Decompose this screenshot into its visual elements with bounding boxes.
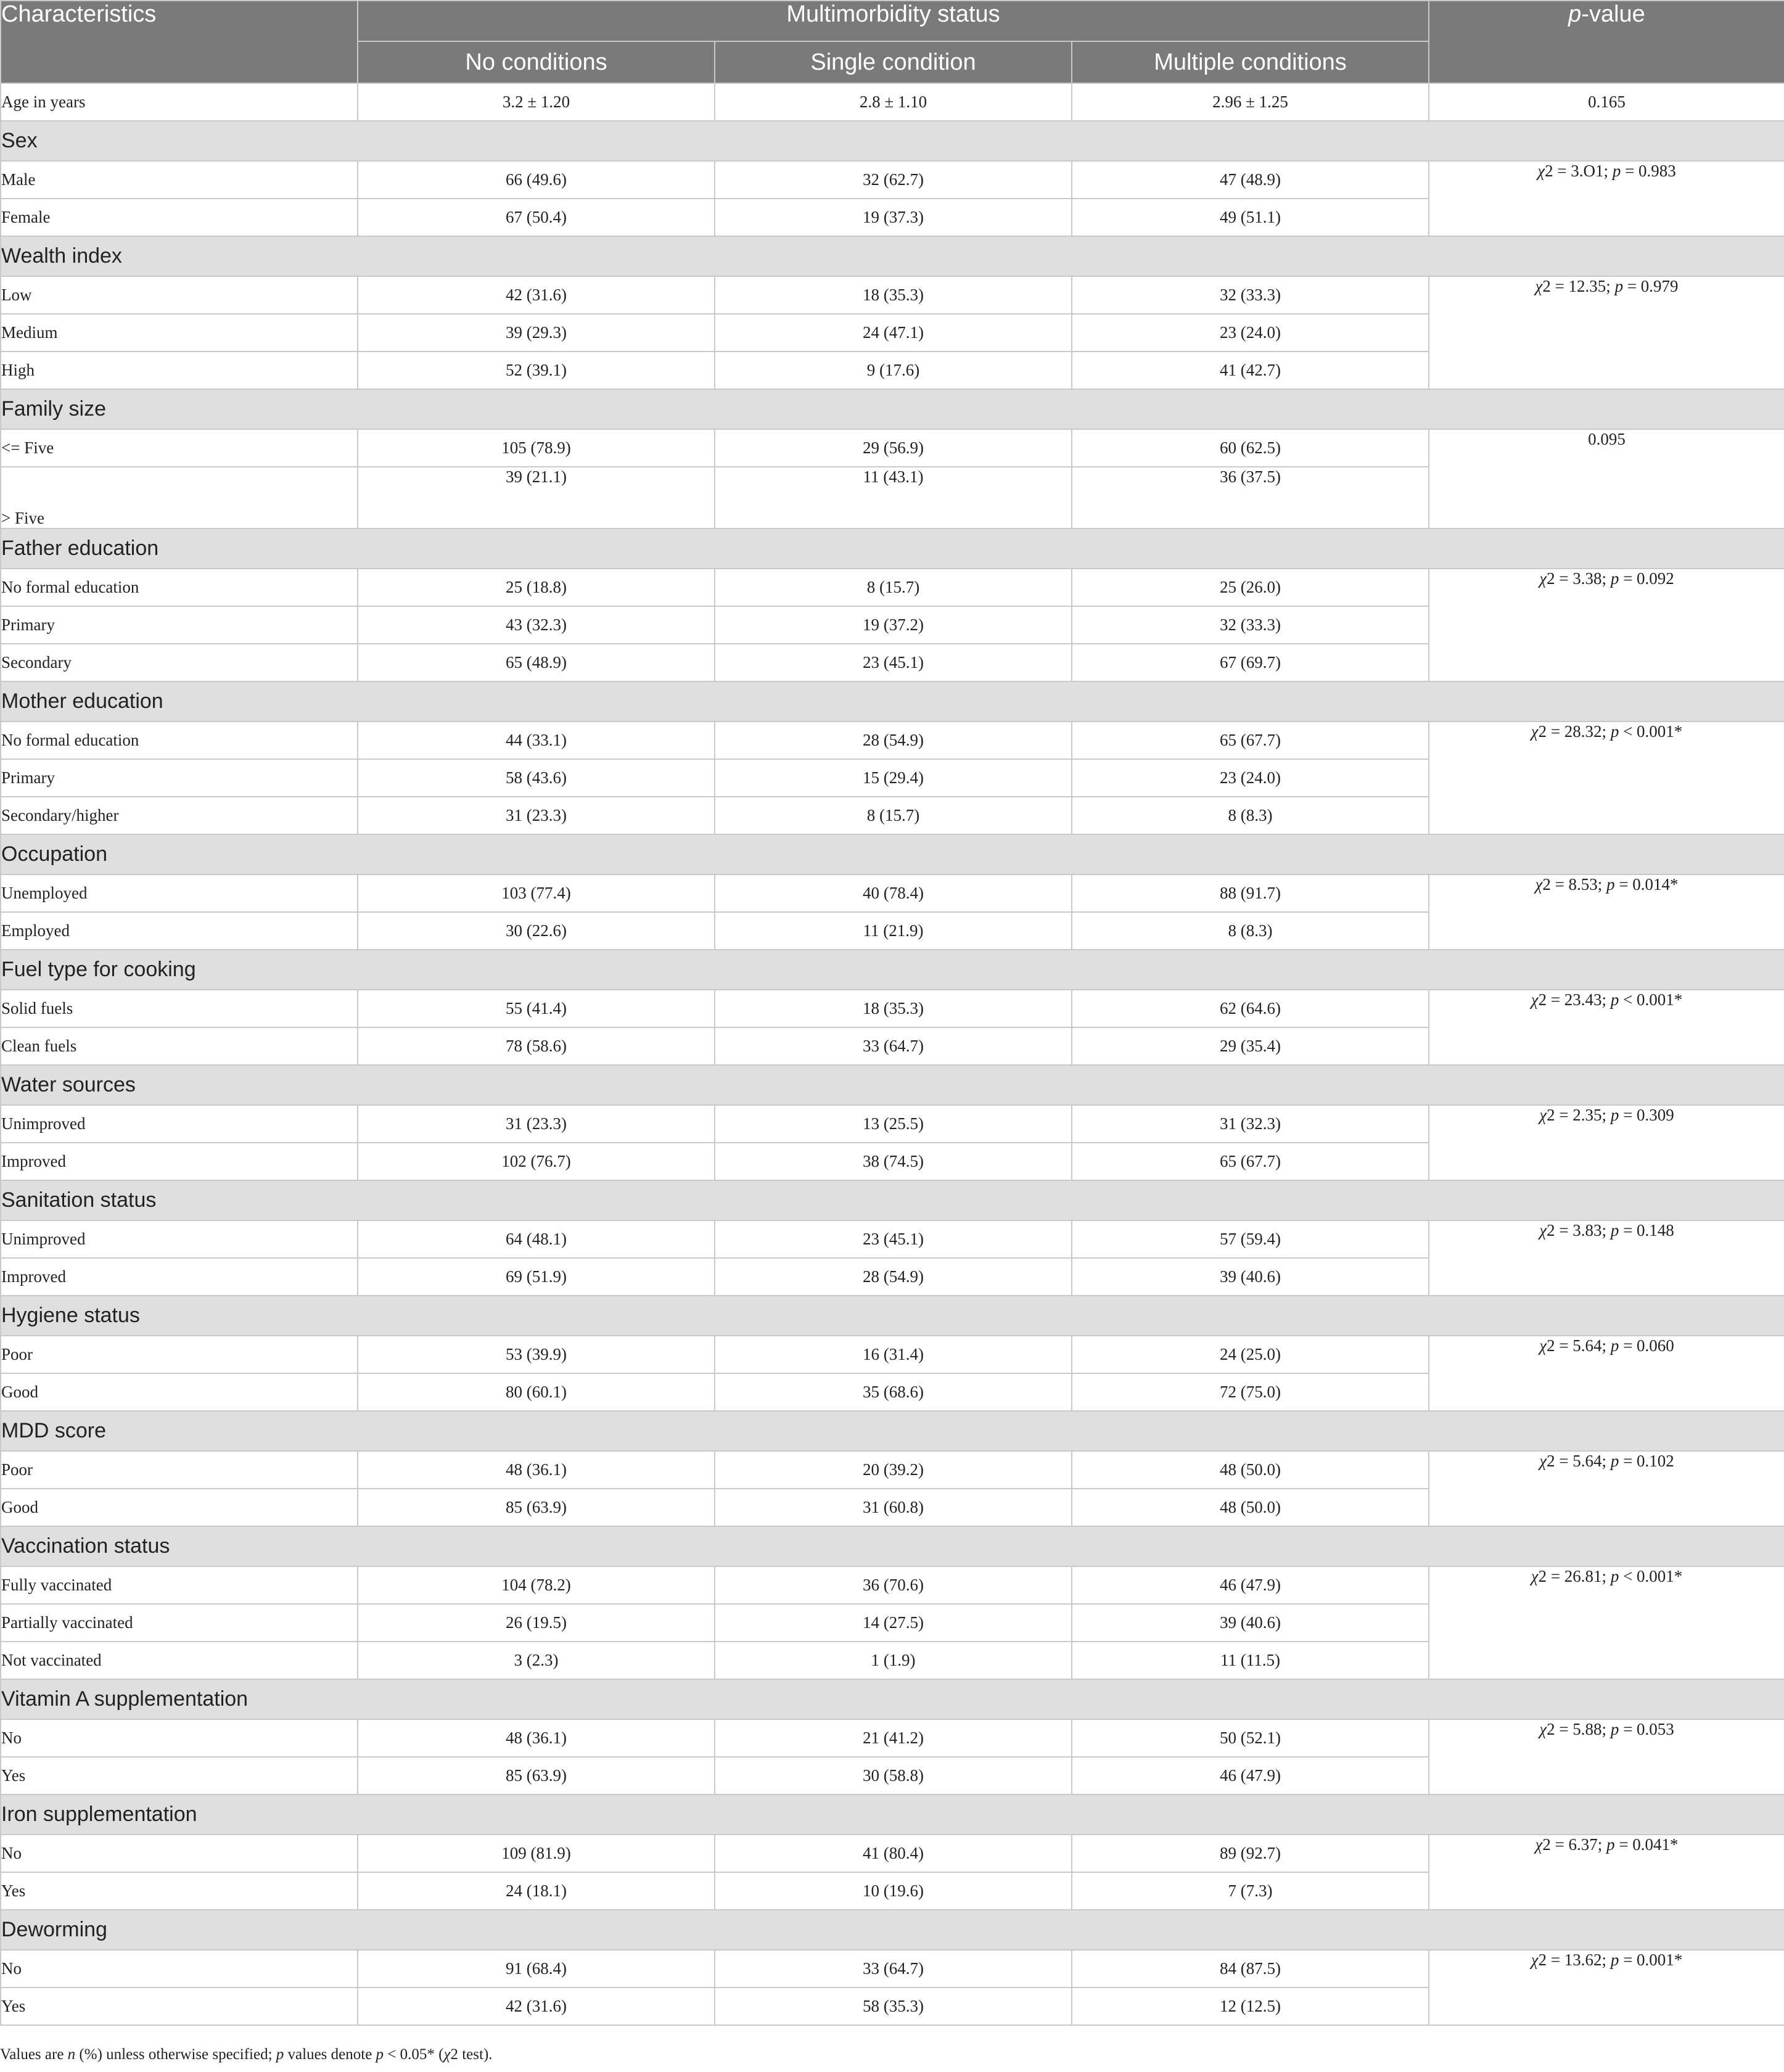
cell-single-condition: 18 (35.3) xyxy=(715,990,1072,1027)
row-label: Not vaccinated xyxy=(1,1642,358,1679)
cell-multiple-conditions: 88 (91.7) xyxy=(1072,874,1429,912)
row-label: Solid fuels xyxy=(1,990,358,1027)
row-label: Improved xyxy=(1,1143,358,1180)
cell-single-condition: 21 (41.2) xyxy=(715,1719,1072,1757)
cell-single-condition: 15 (29.4) xyxy=(715,759,1072,797)
cell-single-condition: 11 (21.9) xyxy=(715,912,1072,950)
row-label: No xyxy=(1,1719,358,1757)
cell-no-conditions: 69 (51.9) xyxy=(358,1258,715,1296)
cell-single-condition: 24 (47.1) xyxy=(715,314,1072,352)
section-title: Occupation xyxy=(1,834,1784,874)
cell-p-value: χ2 = 26.81; p < 0.001* xyxy=(1429,1566,1784,1679)
table-row xyxy=(1,1719,1784,1757)
section-title: Water sources xyxy=(1,1065,1784,1105)
row-label: Primary xyxy=(1,759,358,797)
cell-no-conditions: 26 (19.5) xyxy=(358,1604,715,1642)
cell-single-condition: 11 (43.1) xyxy=(715,467,1072,528)
row-label: No xyxy=(1,1950,358,1988)
section-header xyxy=(1,681,1784,722)
cell-no-conditions: 80 (60.1) xyxy=(358,1373,715,1411)
cell-p-value: χ2 = 3.38; p = 0.092 xyxy=(1429,569,1784,681)
cell-single-condition: 20 (39.2) xyxy=(715,1451,1072,1489)
section-header xyxy=(1,1065,1784,1105)
section-header xyxy=(1,1679,1784,1719)
cell-no-conditions: 64 (48.1) xyxy=(358,1220,715,1258)
cell-single-condition: 33 (64.7) xyxy=(715,1027,1072,1065)
row-label: Primary xyxy=(1,606,358,644)
row-label: Clean fuels xyxy=(1,1027,358,1065)
cell-no-conditions: 58 (43.6) xyxy=(358,759,715,797)
section-header xyxy=(1,1411,1784,1451)
cell-no-conditions: 39 (21.1) xyxy=(358,467,715,528)
cell-p-value: χ2 = 13.62; p = 0.001* xyxy=(1429,1950,1784,2025)
cell-single-condition: 28 (54.9) xyxy=(715,1258,1072,1296)
row-label: Secondary/higher xyxy=(1,797,358,834)
cell-single-condition: 35 (68.6) xyxy=(715,1373,1072,1411)
section-title: Sex xyxy=(1,121,1784,161)
cell-single-condition: 36 (70.6) xyxy=(715,1566,1072,1604)
cell-no-conditions: 48 (36.1) xyxy=(358,1719,715,1757)
cell-p-value: 0.165 xyxy=(1429,83,1784,121)
cell-single-condition: 14 (27.5) xyxy=(715,1604,1072,1642)
cell-single-condition: 31 (60.8) xyxy=(715,1489,1072,1526)
cell-no-conditions: 102 (76.7) xyxy=(358,1143,715,1180)
cell-no-conditions: 42 (31.6) xyxy=(358,1988,715,2025)
cell-single-condition: 8 (15.7) xyxy=(715,569,1072,606)
cell-multiple-conditions: 84 (87.5) xyxy=(1072,1950,1429,1988)
header-multiple-conditions: Multiple conditions xyxy=(1072,41,1429,83)
section-title: Iron supplementation xyxy=(1,1794,1784,1835)
cell-no-conditions: 52 (39.1) xyxy=(358,352,715,389)
cell-single-condition: 38 (74.5) xyxy=(715,1143,1072,1180)
row-label: Medium xyxy=(1,314,358,352)
cell-multiple-conditions: 23 (24.0) xyxy=(1072,314,1429,352)
cell-no-conditions: 44 (33.1) xyxy=(358,722,715,759)
cell-no-conditions: 66 (49.6) xyxy=(358,161,715,199)
row-label: Poor xyxy=(1,1336,358,1373)
cell-multiple-conditions: 31 (32.3) xyxy=(1072,1105,1429,1143)
table-row xyxy=(1,429,1784,467)
table-row xyxy=(1,1835,1784,1872)
row-label: High xyxy=(1,352,358,389)
section-header xyxy=(1,389,1784,429)
row-label: <= Five xyxy=(1,429,358,467)
row-label: No xyxy=(1,1835,358,1872)
cell-no-conditions: 25 (18.8) xyxy=(358,569,715,606)
cell-single-condition: 33 (64.7) xyxy=(715,1950,1072,1988)
cell-single-condition: 58 (35.3) xyxy=(715,1988,1072,2025)
cell-multiple-conditions: 11 (11.5) xyxy=(1072,1642,1429,1679)
section-header xyxy=(1,950,1784,990)
cell-no-conditions: 105 (78.9) xyxy=(358,429,715,467)
cell-multiple-conditions: 46 (47.9) xyxy=(1072,1757,1429,1794)
row-label: Employed xyxy=(1,912,358,950)
cell-multiple-conditions: 39 (40.6) xyxy=(1072,1604,1429,1642)
row-label: No formal education xyxy=(1,722,358,759)
cell-p-value: χ2 = 3.O1; p = 0.983 xyxy=(1429,161,1784,236)
cell-no-conditions: 48 (36.1) xyxy=(358,1451,715,1489)
table-row xyxy=(1,874,1784,912)
cell-no-conditions: 31 (23.3) xyxy=(358,1105,715,1143)
cell-multiple-conditions: 8 (8.3) xyxy=(1072,912,1429,950)
cell-no-conditions: 67 (50.4) xyxy=(358,199,715,236)
table-row xyxy=(1,161,1784,199)
cell-multiple-conditions: 49 (51.1) xyxy=(1072,199,1429,236)
cell-multiple-conditions: 8 (8.3) xyxy=(1072,797,1429,834)
cell-no-conditions: 104 (78.2) xyxy=(358,1566,715,1604)
cell-no-conditions: 85 (63.9) xyxy=(358,1757,715,1794)
cell-p-value: χ2 = 2.35; p = 0.309 xyxy=(1429,1105,1784,1180)
cell-no-conditions: 3 (2.3) xyxy=(358,1642,715,1679)
row-label: No formal education xyxy=(1,569,358,606)
cell-p-value: χ2 = 3.83; p = 0.148 xyxy=(1429,1220,1784,1296)
cell-multiple-conditions: 39 (40.6) xyxy=(1072,1258,1429,1296)
cell-p-value: χ2 = 5.64; p = 0.102 xyxy=(1429,1451,1784,1526)
cell-multiple-conditions: 46 (47.9) xyxy=(1072,1566,1429,1604)
cell-single-condition: 8 (15.7) xyxy=(715,797,1072,834)
cell-multiple-conditions: 60 (62.5) xyxy=(1072,429,1429,467)
cell-no-conditions: 78 (58.6) xyxy=(358,1027,715,1065)
cell-multiple-conditions: 2.96 ± 1.25 xyxy=(1072,83,1429,121)
section-title: Family size xyxy=(1,389,1784,429)
cell-single-condition: 30 (58.8) xyxy=(715,1757,1072,1794)
cell-multiple-conditions: 72 (75.0) xyxy=(1072,1373,1429,1411)
row-label: Good xyxy=(1,1489,358,1526)
row-label: Fully vaccinated xyxy=(1,1566,358,1604)
row-label: Partially vaccinated xyxy=(1,1604,358,1642)
cell-p-value: χ2 = 23.43; p < 0.001* xyxy=(1429,990,1784,1065)
cell-multiple-conditions: 65 (67.7) xyxy=(1072,1143,1429,1180)
table-row xyxy=(1,1336,1784,1373)
cell-multiple-conditions: 41 (42.7) xyxy=(1072,352,1429,389)
cell-multiple-conditions: 57 (59.4) xyxy=(1072,1220,1429,1258)
table-row xyxy=(1,990,1784,1027)
row-label: Poor xyxy=(1,1451,358,1489)
section-header xyxy=(1,1910,1784,1950)
cell-multiple-conditions: 7 (7.3) xyxy=(1072,1872,1429,1910)
cell-multiple-conditions: 89 (92.7) xyxy=(1072,1835,1429,1872)
cell-p-value: χ2 = 12.35; p = 0.979 xyxy=(1429,276,1784,389)
section-title: Sanitation status xyxy=(1,1180,1784,1220)
cell-no-conditions: 24 (18.1) xyxy=(358,1872,715,1910)
cell-multiple-conditions: 48 (50.0) xyxy=(1072,1451,1429,1489)
cell-multiple-conditions: 65 (67.7) xyxy=(1072,722,1429,759)
cell-no-conditions: 39 (29.3) xyxy=(358,314,715,352)
cell-multiple-conditions: 36 (37.5) xyxy=(1072,467,1429,528)
section-header xyxy=(1,1180,1784,1220)
section-header xyxy=(1,1296,1784,1336)
cell-multiple-conditions: 62 (64.6) xyxy=(1072,990,1429,1027)
row-label: Age in years xyxy=(1,83,358,121)
cell-multiple-conditions: 50 (52.1) xyxy=(1072,1719,1429,1757)
cell-single-condition: 16 (31.4) xyxy=(715,1336,1072,1373)
row-label: Yes xyxy=(1,1872,358,1910)
section-title: Hygiene status xyxy=(1,1296,1784,1336)
section-header xyxy=(1,1526,1784,1566)
row-label: Male xyxy=(1,161,358,199)
table-row xyxy=(1,1950,1784,1988)
cell-no-conditions: 55 (41.4) xyxy=(358,990,715,1027)
cell-multiple-conditions: 23 (24.0) xyxy=(1072,759,1429,797)
cell-p-value: χ2 = 5.64; p = 0.060 xyxy=(1429,1336,1784,1411)
cell-p-value: 0.095 xyxy=(1429,429,1784,528)
cell-no-conditions: 43 (32.3) xyxy=(358,606,715,644)
row-label: Secondary xyxy=(1,644,358,681)
row-label: Yes xyxy=(1,1757,358,1794)
section-title: Vaccination status xyxy=(1,1526,1784,1566)
cell-p-value: χ2 = 6.37; p = 0.041* xyxy=(1429,1835,1784,1910)
table-footnote: Values are n (%) unless otherwise specified; p values denote p < 0.05* (χ2 test). xyxy=(0,2046,493,2063)
header-p-value: p-value xyxy=(1429,1,1784,83)
row-label: Unemployed xyxy=(1,874,358,912)
cell-single-condition: 28 (54.9) xyxy=(715,722,1072,759)
cell-multiple-conditions: 48 (50.0) xyxy=(1072,1489,1429,1526)
table-row xyxy=(1,1451,1784,1489)
section-title: Fuel type for cooking xyxy=(1,950,1784,990)
cell-single-condition: 41 (80.4) xyxy=(715,1835,1072,1872)
table-row xyxy=(1,83,1784,121)
cell-single-condition: 2.8 ± 1.10 xyxy=(715,83,1072,121)
cell-p-value: χ2 = 5.88; p = 0.053 xyxy=(1429,1719,1784,1794)
cell-single-condition: 32 (62.7) xyxy=(715,161,1072,199)
cell-no-conditions: 53 (39.9) xyxy=(358,1336,715,1373)
cell-multiple-conditions: 12 (12.5) xyxy=(1072,1988,1429,2025)
section-header xyxy=(1,1794,1784,1835)
cell-no-conditions: 65 (48.9) xyxy=(358,644,715,681)
cell-no-conditions: 31 (23.3) xyxy=(358,797,715,834)
cell-no-conditions: 85 (63.9) xyxy=(358,1489,715,1526)
cell-multiple-conditions: 32 (33.3) xyxy=(1072,606,1429,644)
table-row xyxy=(1,1220,1784,1258)
section-title: Father education xyxy=(1,528,1784,569)
row-label: Female xyxy=(1,199,358,236)
cell-no-conditions: 3.2 ± 1.20 xyxy=(358,83,715,121)
row-label: Unimproved xyxy=(1,1105,358,1143)
cell-single-condition: 9 (17.6) xyxy=(715,352,1072,389)
table-row xyxy=(1,722,1784,759)
cell-no-conditions: 42 (31.6) xyxy=(358,276,715,314)
row-label: Low xyxy=(1,276,358,314)
cell-multiple-conditions: 24 (25.0) xyxy=(1072,1336,1429,1373)
cell-multiple-conditions: 32 (33.3) xyxy=(1072,276,1429,314)
cell-single-condition: 19 (37.3) xyxy=(715,199,1072,236)
table-body xyxy=(1,83,1784,2025)
cell-multiple-conditions: 25 (26.0) xyxy=(1072,569,1429,606)
section-title: Deworming xyxy=(1,1910,1784,1950)
row-label: Improved xyxy=(1,1258,358,1296)
section-header xyxy=(1,834,1784,874)
cell-single-condition: 40 (78.4) xyxy=(715,874,1072,912)
cell-single-condition: 23 (45.1) xyxy=(715,644,1072,681)
cell-no-conditions: 109 (81.9) xyxy=(358,1835,715,1872)
cell-single-condition: 13 (25.5) xyxy=(715,1105,1072,1143)
section-header xyxy=(1,528,1784,569)
header-multimorbidity-status: Multimorbidity status xyxy=(358,1,1429,41)
cell-single-condition: 23 (45.1) xyxy=(715,1220,1072,1258)
row-label: Unimproved xyxy=(1,1220,358,1258)
cell-no-conditions: 103 (77.4) xyxy=(358,874,715,912)
row-label: Yes xyxy=(1,1988,358,2025)
cell-multiple-conditions: 47 (48.9) xyxy=(1072,161,1429,199)
table-row xyxy=(1,569,1784,606)
section-title: MDD score xyxy=(1,1411,1784,1451)
table-row xyxy=(1,1105,1784,1143)
cell-single-condition: 19 (37.2) xyxy=(715,606,1072,644)
cell-single-condition: 1 (1.9) xyxy=(715,1642,1072,1679)
section-header xyxy=(1,121,1784,161)
cell-multiple-conditions: 29 (35.4) xyxy=(1072,1027,1429,1065)
cell-multiple-conditions: 67 (69.7) xyxy=(1072,644,1429,681)
cell-single-condition: 10 (19.6) xyxy=(715,1872,1072,1910)
cell-single-condition: 29 (56.9) xyxy=(715,429,1072,467)
section-title: Vitamin A supplementation xyxy=(1,1679,1784,1719)
section-title: Mother education xyxy=(1,681,1784,722)
section-header xyxy=(1,236,1784,276)
header-single-condition: Single condition xyxy=(715,41,1072,83)
row-label: > Five xyxy=(1,467,358,528)
table-row xyxy=(1,1566,1784,1604)
row-label: Good xyxy=(1,1373,358,1411)
table-row xyxy=(1,276,1784,314)
header-no-conditions: No conditions xyxy=(358,41,715,83)
section-title: Wealth index xyxy=(1,236,1784,276)
header-characteristics: Characteristics xyxy=(1,1,358,83)
cell-no-conditions: 91 (68.4) xyxy=(358,1950,715,1988)
cell-p-value: χ2 = 8.53; p = 0.014* xyxy=(1429,874,1784,950)
cell-no-conditions: 30 (22.6) xyxy=(358,912,715,950)
cell-single-condition: 18 (35.3) xyxy=(715,276,1072,314)
cell-p-value: χ2 = 28.32; p < 0.001* xyxy=(1429,722,1784,834)
